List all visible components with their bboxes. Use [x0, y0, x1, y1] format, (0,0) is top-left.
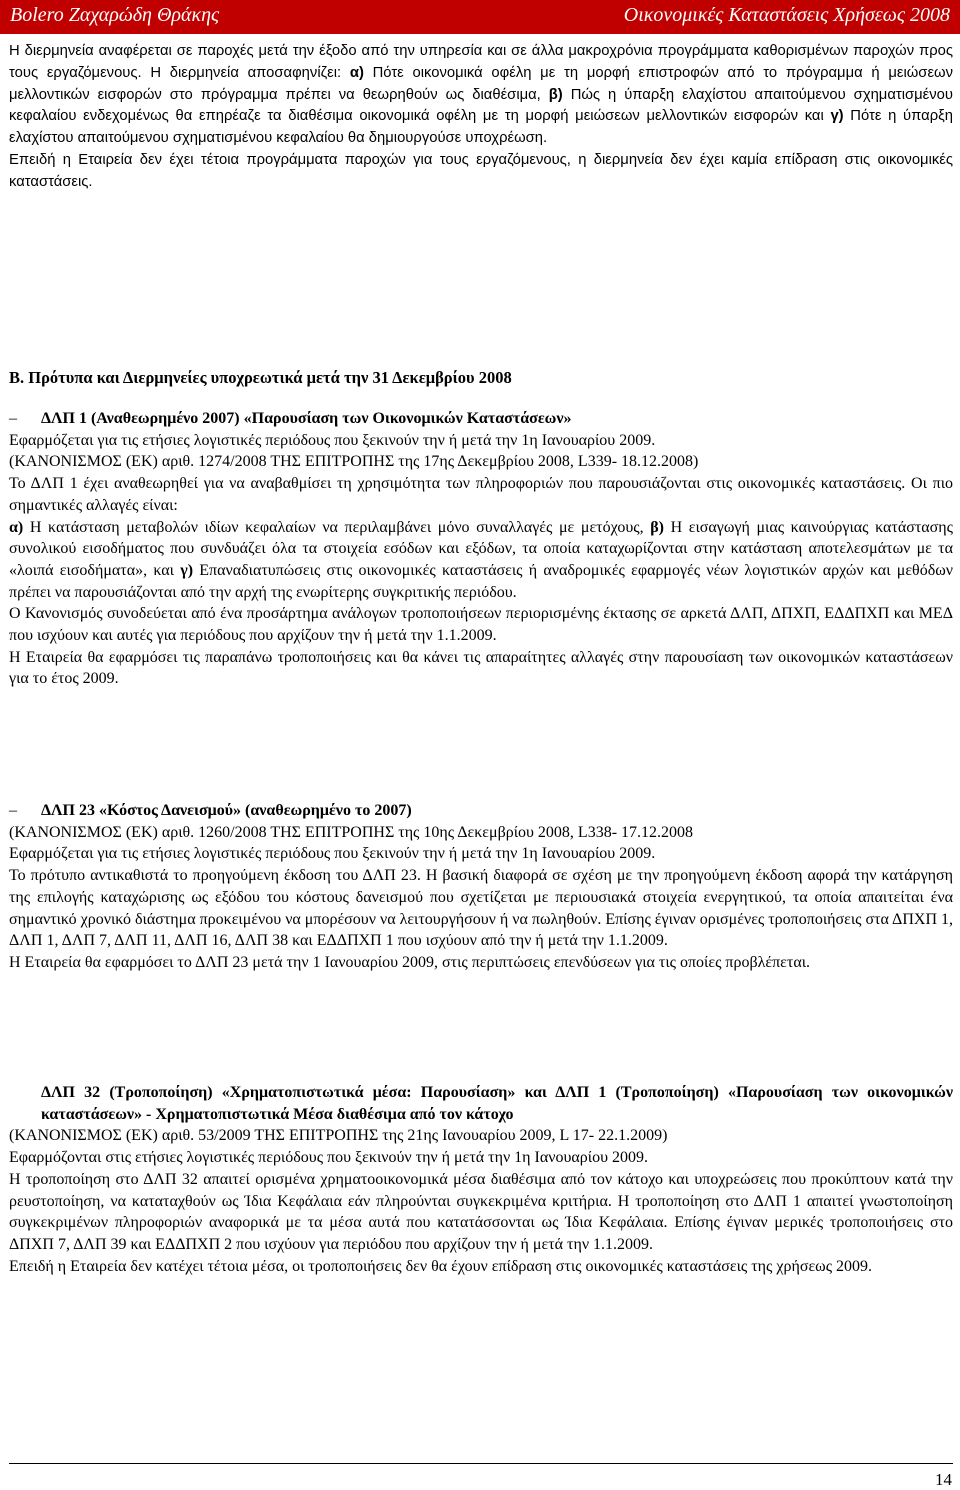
standard-ias32	[9, 1082, 953, 1277]
standard-ias23-description: Το πρότυπο αντικαθιστά το προηγούμενη έκδοση του ΔΛΠ 23. Η βασική διαφορά σε σχέση με την προηγούμενη έκδοση αφορά την κατάργηση της επιλογής καταχώρισης ως εξόδου του κόστους δανεισμού που σχετίζεται με περιουσιακά στοιχεία ενεργητικού, τα οποία απαιτείται ένα σημαντικό χρονικό διάστημα προκειμένου να μπορέσουν να λειτουργήσουν ή να πωληθούν. Επίσης έγιναν ορισμένες τροποποιήσεις στα ΔΠΧΠ 1, ΔΛΠ 1, ΔΛΠ 7, ΔΛΠ 11, ΔΛΠ 16, ΔΛΠ 38 και ΕΔΔΠΧΠ 1 που ισχύουν από την ή μετά την 1.1.2009.	[9, 867, 953, 950]
page-header	[0, 0, 960, 34]
standard-ias32-title: ΔΛΠ 32 (Τροποποίηση) «Χρηματοπιστωτικά μέσα: Παρουσίαση» και ΔΛΠ 1 (Τροποποίηση) «Παρουσίαση των οικονομικών καταστάσεων» - Χρηματοπιστωτικά Μέσα διαθέσιμα από τον κάτοχο	[41, 1084, 953, 1123]
section-b-title: Β. Πρότυπα και Διερμηνείες υποχρεωτικά μετά την 31 Δεκεμβρίου 2008	[9, 368, 512, 387]
standard-ias32-regulation: (ΚΑΝΟΝΙΣΜΟΣ (ΕΚ) αριθ. 53/2009 ΤΗΣ ΕΠΙΤΡΟΠΗΣ της 21ης Ιανουαρίου 2009, L 17- 22.1.2009)	[9, 1127, 668, 1145]
standard-ias23-regulation: (ΚΑΝΟΝΙΣΜΟΣ (ΕΚ) αριθ. 1260/2008 ΤΗΣ ΕΠΙΤΡΟΠΗΣ της 10ης Δεκεμβρίου 2008, L338- 17.12.2008	[9, 823, 694, 841]
standard-ias23-title: – ΔΛΠ 23 «Κόστος Δανεισμού» (αναθεωρημένο το 2007)	[9, 802, 412, 819]
standard-ias1-changes: α) Η κατάσταση μεταβολών ιδίων κεφαλαίων να περιλαμβάνει μόνο συναλλαγές με μετόχους, β) Η εισαγωγή μιας καινούργιας κατάστασης συνολικού εισοδήματος που συνδυάζει όλα τα στοιχεία εσόδων και εξόδων, τα οποία καταχωρίζονται στην κατάσταση αποτελεσμάτων με τα «λοιπά εισοδήματα», και γ) Επαναδιατυπώσεις στις οικονομικές καταστάσεις ή αναδρομικές εφαρμογές νέων λογιστικών αρχών και μεθόδων πρέπει να παρουσιάζονται από την αρχή της ενωρίτερης συγκριτικής περιόδου.	[9, 518, 954, 601]
standard-ias23-effective: Εφαρμόζεται για τις ετήσιες λογιστικές περιόδους που ξεκινούν την ή μετά την 1η Ιανουαρίου 2009.	[9, 845, 656, 863]
standard-ias32-effective: Εφαρμόζονται στις ετήσιες λογιστικές περιόδους που ξεκινούν την ή μετά την 1η Ιανουαρίου 2009.	[9, 1149, 648, 1167]
header-document-title: Οικονομικές Καταστάσεις Χρήσεως 2008	[623, 4, 950, 26]
standard-ias1	[9, 408, 953, 690]
standard-ias1-regulation: (ΚΑΝΟΝΙΣΜΟΣ (ΕΚ) αριθ. 1274/2008 ΤΗΣ ΕΠΙΤΡΟΠΗΣ της 17ης Δεκεμβρίου 2008, L339- 18.12.2008)	[9, 453, 699, 471]
standard-ias23-company-note: Η Εταιρεία θα εφαρμόσει το ΔΛΠ 23 μετά την 1 Ιανουαρίου 2009, στις περιπτώσεις επενδύσεων για τις οποίες προβλέπεται.	[9, 953, 811, 971]
intro-paragraph-1: Η διερμηνεία αναφέρεται σε παροχές μετά την έξοδο από την υπηρεσία και σε άλλα μακροχρόνια προγράμματα καθορισμένων παροχών προς τους εργαζόμενους. Η διερμηνεία αποσαφηνίζει: α) Πότε οικονομικά οφέλη με τη μορφή επιστροφών από το πρόγραμμα ή μειώσεων μελλοντικών εισφορών στο πρόγραμμα πρέπει να θεωρηθούν ως διαθέσιμα, β) Πώς η ύπαρξη ελαχίστου απαιτούμενου σχηματισμένου κεφαλαίου ενδεχομένως θα επηρέαζε τα διαθέσιμα οικονομικά οφέλη με τη μορφή μειώσεων μελλοντικών εισφορών και γ) Πότε η ύπαρξη ελαχίστου απαιτούμενου σχηματισμένου κεφαλαίου θα δημιουργούσε υποχρέωση.	[9, 43, 953, 147]
standard-ias32-description: Η τροποποίηση στο ΔΛΠ 32 απαιτεί ορισμένα χρηματοοικονομικά μέσα διαθέσιμα από τον κάτοχο και υποχρεώσεις που προκύπτουν κατά την ρευστοποίηση, να καταταχθούν ως Ίδια Κεφάλαια εάν πληρούνται συγκεκριμένα κριτήρια. Η τροποποίηση στο ΔΛΠ 1 απαιτεί γνωστοποίηση συγκεκριμένων πληροφοριών αναφορικά με τα μέσα αυτά που κατατάσσονται ως Ίδια Κεφάλαια. Επίσης έγιναν μερικές τροποποιήσεις στο ΔΠΧΠ 7, ΔΛΠ 39 και ΕΔΔΠΧΠ 2 που ισχύουν για περιόδου που αρχίζουν την ή μετά την 1.1.2009.	[9, 1170, 953, 1253]
page-number: 14	[935, 1470, 952, 1489]
header-company: Bolero Ζαχαρώδη Θράκης	[10, 4, 220, 26]
standard-ias1-title: – ΔΛΠ 1 (Αναθεωρημένο 2007) «Παρουσίαση των Οικονομικών Καταστάσεων»	[9, 410, 572, 427]
standard-ias23	[9, 800, 953, 974]
standard-ias1-effective: Εφαρμόζεται για τις ετήσιες λογιστικές περιόδους που ξεκινούν την ή μετά την 1η Ιανουαρίου 2009.	[9, 431, 656, 449]
standard-ias1-description: Το ΔΛΠ 1 έχει αναθεωρηθεί για να αναβαθμίσει τη χρησιμότητα των πληροφοριών που παρουσιάζονται στις οικονομικές καταστάσεις. Οι πιο σημαντικές αλλαγές είναι:	[9, 475, 953, 514]
standard-ias1-annex: Ο Κανονισμός συνοδεύεται από ένα προσάρτημα ανάλογων τροποποιήσεων περιορισμένης έκτασης σε αρκετά ΔΛΠ, ΔΠΧΠ, ΕΔΔΠΧΠ και ΜΕΔ που ισχύουν και αυτές για περιόδους που αρχίζουν την ή μετά την 1.1.2009.	[9, 605, 953, 645]
intro-paragraph-2: Επειδή η Εταιρεία δεν έχει τέτοια προγράμματα παροχών για τους εργαζόμενους, η διερμηνεία δεν έχει καμία επίδραση στις οικονομικές καταστάσεις.	[9, 151, 953, 190]
standard-ias1-company-note: Η Εταιρεία θα εφαρμόσει τις παραπάνω τροποποιήσεις και θα κάνει τις απαραίτητες αλλαγές στην παρουσίαση των οικονομικών καταστάσεων για το έτος 2009.	[9, 648, 953, 688]
standard-ias32-company-note: Επειδή η Εταιρεία δεν κατέχει τέτοια μέσα, οι τροποποιήσεις δεν θα έχουν επίδραση στις οικονομικές καταστάσεις της χρήσεως 2009.	[9, 1257, 873, 1275]
footer-divider	[9, 1463, 953, 1464]
intro-block	[9, 41, 953, 194]
